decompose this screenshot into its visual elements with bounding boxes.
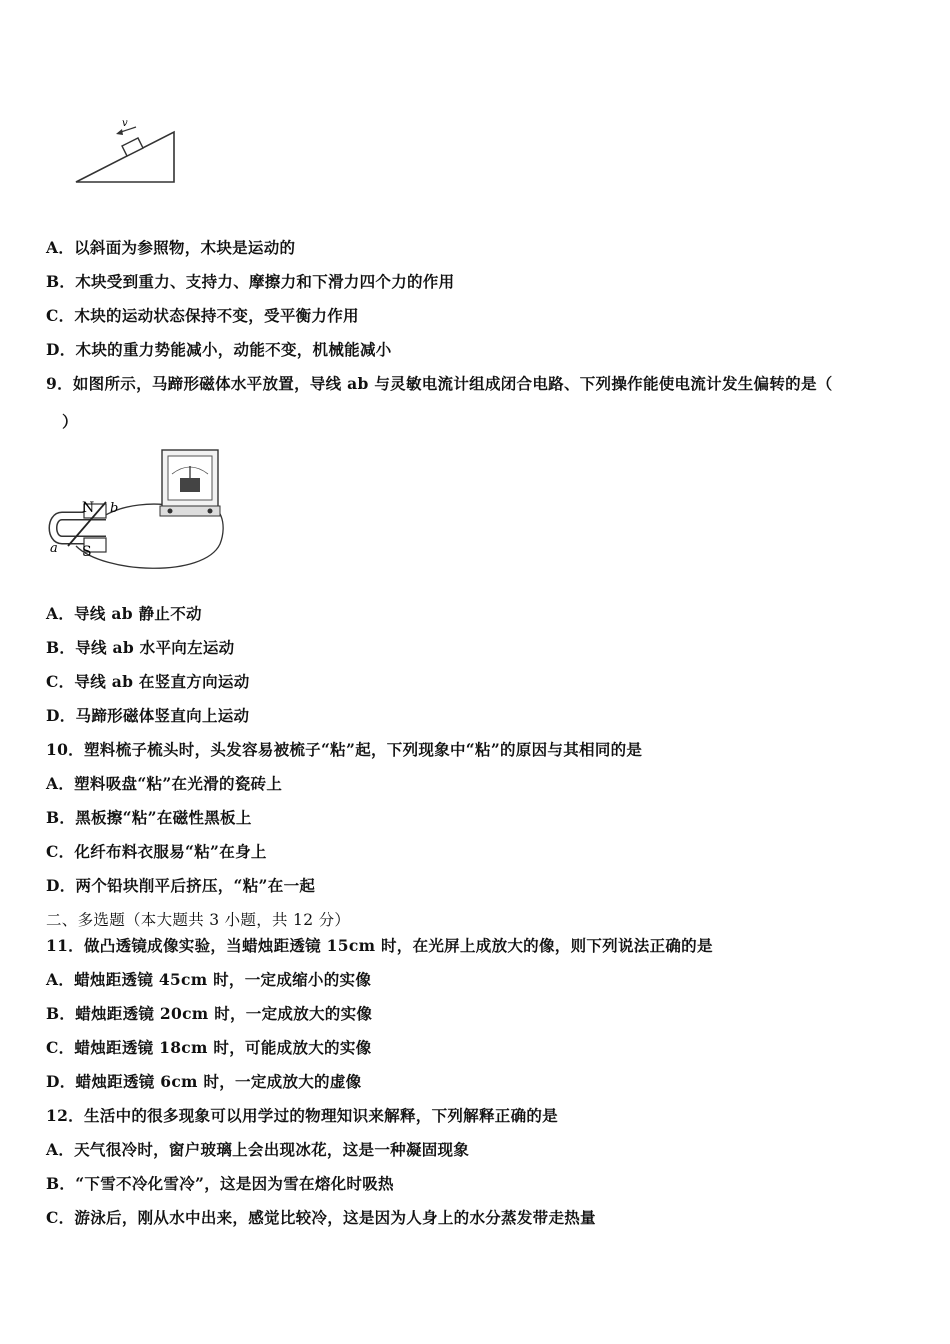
wooden-block <box>122 138 143 156</box>
q11-stem: 11．做凸透镜成像实验，当蜡烛距透镜 15cm 时，在光屏上成放大的像，则下列说法正确的是 <box>46 936 713 955</box>
q8-option-a: A．以斜面为参照物，木块是运动的 <box>46 238 296 257</box>
incline-figure <box>70 110 190 190</box>
section-multiple-choice-title: 二、多选题（本大题共 3 小题，共 12 分） <box>46 911 351 929</box>
velocity-label: v <box>122 118 128 129</box>
q8-option-c: C．木块的运动状态保持不变，受平衡力作用 <box>46 306 359 325</box>
magnet-pole-n: N <box>82 500 95 516</box>
q9-stem: 9．如图所示，马蹄形磁体水平放置，导线 ab 与灵敏电流计组成闭合电路、下列操作能使电流计发生偏转的是（ <box>46 374 833 393</box>
q8-option-d: D．木块的重力势能减小，动能不变，机械能减小 <box>46 340 392 359</box>
q12-option-a: A．天气很冷时，窗户玻璃上会出现冰花，这是一种凝固现象 <box>46 1140 470 1159</box>
galvanometer <box>160 450 220 516</box>
q11-option-c: C．蜡烛距透镜 18cm 时，可能成放大的实像 <box>46 1038 372 1057</box>
q9-stem-end: ） <box>62 412 78 431</box>
velocity-arrowhead <box>116 129 123 135</box>
q12-option-b: B．“下雪不冷化雪冷”，这是因为雪在熔化时吸热 <box>46 1174 394 1193</box>
q8-option-b: B．木块受到重力、支持力、摩擦力和下滑力四个力的作用 <box>46 272 455 291</box>
q9-option-b: B．导线 ab 水平向左运动 <box>46 638 235 657</box>
q10-option-c: C．化纤布料衣服易“粘”在身上 <box>46 842 267 861</box>
incline-triangle <box>76 132 174 182</box>
q12-stem: 12．生活中的很多现象可以用学过的物理知识来解释，下列解释正确的是 <box>46 1106 558 1125</box>
q10-option-d: D．两个铅块削平后挤压，“粘”在一起 <box>46 876 316 895</box>
q10-option-b: B．黑板擦“粘”在磁性黑板上 <box>46 808 252 827</box>
magnet-pole-s: S <box>82 544 92 560</box>
q10-stem: 10．塑料梳子梳头时，头发容易被梳子“粘”起，下列现象中“粘”的原因与其相同的是 <box>46 740 643 759</box>
wire-label-b: b <box>110 501 119 516</box>
q11-option-d: D．蜡烛距透镜 6cm 时，一定成放大的虚像 <box>46 1072 362 1091</box>
q11-option-b: B．蜡烛距透镜 20cm 时，一定成放大的实像 <box>46 1004 373 1023</box>
q12-option-c: C．游泳后，刚从水中出来，感觉比较冷，这是因为人身上的水分蒸发带走热量 <box>46 1208 596 1227</box>
q10-option-a: A．塑料吸盘“粘”在光滑的瓷砖上 <box>46 774 283 793</box>
q11-option-a: A．蜡烛距透镜 45cm 时，一定成缩小的实像 <box>46 970 372 989</box>
wire-label-a: a <box>50 541 58 556</box>
galvanometer-circuit-figure <box>44 444 228 578</box>
q9-option-d: D．马蹄形磁体竖直向上运动 <box>46 706 250 725</box>
q9-option-c: C．导线 ab 在竖直方向运动 <box>46 672 250 691</box>
q9-option-a: A．导线 ab 静止不动 <box>46 604 202 623</box>
